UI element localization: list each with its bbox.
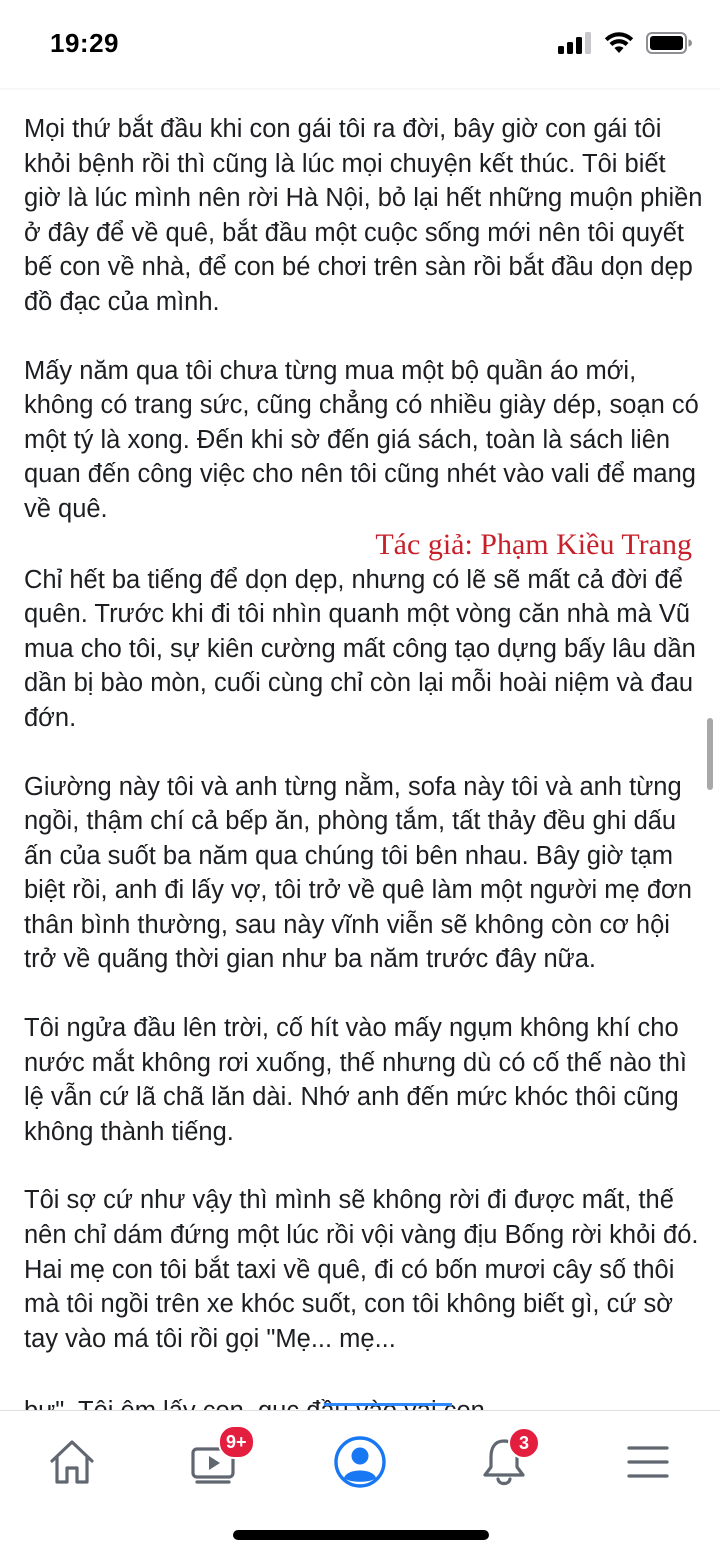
article-paragraph: Giường này tôi và anh từng nằm, sofa này tôi và anh từng ngồi, thậm chí cả bếp ăn, phòng tắm, tất thảy đều ghi dấu ấn của suốt ba năm qua chúng tôi bên nhau. Bây giờ tạm biệt rồi, anh đi lấy vợ, tôi trở về quê làm một người mẹ đơn thân bình thường, sau này vĩnh viễn sẽ không còn cơ hội trở về quãng thời gian như ba năm trước đây nữa. <box>24 772 692 974</box>
nav-notifications[interactable] <box>464 1427 544 1497</box>
battery-icon <box>646 32 692 54</box>
home-indicator[interactable] <box>233 1530 489 1540</box>
author-watermark: Tác giả: Phạm Kiều Trang <box>375 527 692 561</box>
article-body <box>24 112 704 1390</box>
notifications-badge: 3 <box>508 1427 540 1459</box>
nav-profile[interactable] <box>320 1427 400 1497</box>
wifi-icon <box>604 32 634 54</box>
scrollbar[interactable] <box>707 718 713 790</box>
home-icon <box>46 1437 98 1487</box>
nav-menu[interactable] <box>608 1427 688 1497</box>
status-icons <box>558 32 692 54</box>
status-bar <box>0 0 720 88</box>
cut-off-line <box>24 1394 704 1410</box>
status-time: 19:29 <box>50 28 119 58</box>
watch-badge: 9+ <box>218 1425 255 1459</box>
article-paragraph: Tôi sợ cứ như vậy thì mình sẽ không rời đi được mất, thế nên chỉ dám đứng một lúc rồi vội vàng địu Bống rời khỏi đó. Hai mẹ con tôi bắt taxi về quê, đi có bốn mươi cây số thôi mà tôi ngồi trên xe khóc suốt, con tôi không biết gì, cứ sờ tay vào má tôi rồi gọi "Mẹ... mẹ... <box>24 1186 699 1353</box>
article-paragraph: Chỉ hết ba tiếng để dọn dẹp, nhưng có lẽ sẽ mất cả đời để quên. Trước khi đi tôi nhìn quanh một vòng căn nhà mà Vũ mua cho tôi, sự kiên cường mất công tạo dựng bấy lâu dần dần bị bào mòn, cuối cùng chỉ còn lại mỗi hoài niệm và đau đớn. <box>24 565 696 732</box>
nav-home[interactable] <box>32 1427 112 1497</box>
signal-icon <box>558 32 592 54</box>
profile-icon <box>333 1435 387 1489</box>
article-paragraph: Mọi thứ bắt đầu khi con gái tôi ra đời, bây giờ con gái tôi khỏi bệnh rồi thì cũng là lúc mọi chuyện kết thúc. Tôi biết giờ là lúc mình nên rời Hà Nội, bỏ lại hết những muộn phiền ở đây để về quê, bắt đầu một cuộc sống mới nên tôi quyết bế con về nhà, để con bé chơi trên sàn rồi bắt đầu dọn dẹp đồ đạc của mình. <box>24 115 703 316</box>
article-paragraph: Mấy năm qua tôi chưa từng mua một bộ quần áo mới, không có trang sức, cũng chẳng có nhiều giày dép, soạn có một tý là xong. Đến khi sờ đến giá sách, toàn là sách liên quan đến công việc cho nên tôi cũng nhét vào vali để mang về quê. <box>24 356 699 523</box>
link-underline[interactable] <box>324 1403 452 1406</box>
nav-watch[interactable] <box>176 1427 256 1497</box>
menu-icon <box>626 1442 670 1482</box>
article-paragraph: Tôi ngửa đầu lên trời, cố hít vào mấy ngụm không khí cho nước mắt không rơi xuống, thế nhưng dù có cố thế nào thì lệ vẫn cứ lã chã lăn dài. Nhớ anh đến mức khóc thôi cũng không thành tiếng. <box>24 1014 687 1146</box>
